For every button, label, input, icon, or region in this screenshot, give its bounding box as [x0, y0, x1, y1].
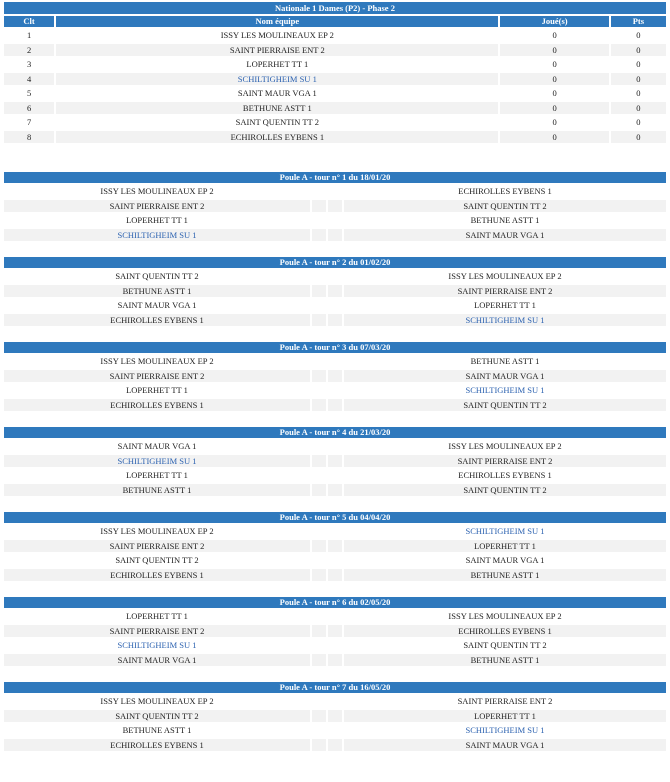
- home-team-cell: SAINT PIERRAISE ENT 2: [4, 200, 310, 213]
- column-header-played[interactable]: Joué(s): [500, 16, 608, 27]
- home-score-cell: [312, 724, 326, 737]
- team-name-cell: SAINT MAUR VGA 1: [237, 88, 317, 98]
- match-row: [4, 399, 666, 412]
- away-team-cell: BETHUNE ASTT 1: [344, 569, 666, 582]
- away-team-cell: LOPERHET TT 1: [344, 540, 666, 553]
- away-team-cell: BETHUNE ASTT 1: [470, 356, 540, 366]
- away-team-cell: SAINT MAUR VGA 1: [344, 370, 666, 383]
- away-score-cell: [328, 525, 342, 538]
- round-title: Poule A - tour n° 6 du 02/05/20: [4, 597, 666, 608]
- away-team-cell[interactable]: SCHILTIGHEIM SU 1: [465, 385, 545, 395]
- played-cell: 0: [552, 59, 557, 69]
- round-table: [2, 595, 668, 668]
- away-team-cell[interactable]: SCHILTIGHEIM SU 1: [344, 314, 666, 327]
- rank-cell: 5: [26, 88, 32, 98]
- away-score-cell: [328, 285, 342, 298]
- round-title: Poule A - tour n° 2 du 01/02/20: [4, 257, 666, 268]
- home-score-cell: [312, 739, 326, 752]
- away-team-cell: ISSY LES MOULINEAUX EP 2: [448, 271, 562, 281]
- home-team-cell: SAINT MAUR VGA 1: [117, 441, 197, 451]
- home-team-cell: LOPERHET TT 1: [126, 611, 188, 621]
- home-team-cell: ECHIROLLES EYBENS 1: [4, 399, 310, 412]
- away-score-cell: [328, 355, 342, 368]
- away-team-cell: ECHIROLLES EYBENS 1: [458, 470, 552, 480]
- away-team-cell: ISSY LES MOULINEAUX EP 2: [448, 611, 562, 621]
- rank-cell: 1: [26, 30, 32, 40]
- home-score-cell: [312, 625, 326, 638]
- points-cell: 0: [611, 131, 666, 144]
- match-row: [4, 610, 666, 623]
- away-score-cell: [328, 554, 342, 567]
- home-team-cell: BETHUNE ASTT 1: [4, 484, 310, 497]
- home-score-cell: [312, 229, 326, 242]
- away-score-cell: [328, 654, 342, 667]
- away-team-cell: ISSY LES MOULINEAUX EP 2: [448, 441, 562, 451]
- team-name-cell: ISSY LES MOULINEAUX EP 2: [220, 30, 334, 40]
- match-row: [4, 710, 666, 723]
- team-name-cell[interactable]: SCHILTIGHEIM SU 1: [56, 73, 498, 86]
- round-title: Poule A - tour n° 4 du 21/03/20: [4, 427, 666, 438]
- home-score-cell: [312, 654, 326, 667]
- home-team-cell: SAINT QUENTIN TT 2: [115, 555, 199, 565]
- home-score-cell: [312, 525, 326, 538]
- points-cell: 0: [636, 59, 641, 69]
- round-table: [2, 425, 668, 498]
- table-row: [4, 131, 666, 144]
- away-score-cell: [328, 229, 342, 242]
- away-team-cell: ECHIROLLES EYBENS 1: [458, 186, 552, 196]
- away-score-cell: [328, 214, 342, 227]
- rounds-container: [0, 145, 670, 753]
- match-row: [4, 455, 666, 468]
- home-score-cell: [312, 639, 326, 652]
- match-row: [4, 229, 666, 242]
- section-gap: [0, 413, 670, 425]
- home-team-cell: LOPERHET TT 1: [126, 215, 188, 225]
- away-score-cell: [328, 299, 342, 312]
- away-score-cell: [328, 484, 342, 497]
- away-score-cell: [328, 314, 342, 327]
- table-row: [4, 102, 666, 115]
- away-score-cell: [328, 384, 342, 397]
- rank-cell: 6: [4, 102, 54, 115]
- match-row: [4, 314, 666, 327]
- home-team-cell[interactable]: SCHILTIGHEIM SU 1: [4, 229, 310, 242]
- played-cell: 0: [500, 131, 608, 144]
- rank-cell: 2: [4, 44, 54, 57]
- played-cell: 0: [500, 73, 608, 86]
- away-team-cell: SAINT QUENTIN TT 2: [344, 399, 666, 412]
- home-score-cell: [312, 610, 326, 623]
- away-score-cell: [328, 270, 342, 283]
- team-name-cell: BETHUNE ASTT 1: [56, 102, 498, 115]
- table-row: [4, 87, 666, 100]
- points-cell: 0: [636, 88, 641, 98]
- away-score-cell: [328, 200, 342, 213]
- away-score-cell: [328, 625, 342, 638]
- played-cell: 0: [500, 44, 608, 57]
- home-score-cell: [312, 455, 326, 468]
- home-score-cell: [312, 710, 326, 723]
- home-score-cell: [312, 384, 326, 397]
- points-cell: 0: [611, 73, 666, 86]
- ranking-table: [2, 0, 668, 145]
- home-score-cell: [312, 214, 326, 227]
- home-score-cell: [312, 355, 326, 368]
- home-team-cell: SAINT QUENTIN TT 2: [4, 710, 310, 723]
- match-row: [4, 739, 666, 752]
- away-team-cell: LOPERHET TT 1: [344, 710, 666, 723]
- match-row: [4, 554, 666, 567]
- away-team-cell: ECHIROLLES EYBENS 1: [344, 625, 666, 638]
- match-row: [4, 270, 666, 283]
- away-team-cell: SAINT MAUR VGA 1: [465, 555, 545, 565]
- home-team-cell[interactable]: SCHILTIGHEIM SU 1: [4, 455, 310, 468]
- played-cell: 0: [500, 102, 608, 115]
- section-gap: [0, 145, 670, 170]
- away-score-cell: [328, 610, 342, 623]
- table-row: [4, 58, 666, 71]
- rank-cell: 7: [26, 117, 32, 127]
- home-score-cell: [312, 554, 326, 567]
- match-row: [4, 200, 666, 213]
- away-team-cell: BETHUNE ASTT 1: [344, 654, 666, 667]
- home-team-cell: ECHIROLLES EYBENS 1: [4, 569, 310, 582]
- round-title: Poule A - tour n° 1 du 18/01/20: [4, 172, 666, 183]
- match-row: [4, 540, 666, 553]
- home-team-cell: ISSY LES MOULINEAUX EP 2: [100, 526, 214, 536]
- home-team-cell: LOPERHET TT 1: [126, 385, 188, 395]
- match-row: [4, 440, 666, 453]
- away-team-cell: SAINT PIERRAISE ENT 2: [344, 285, 666, 298]
- team-name-cell: SAINT QUENTIN TT 2: [235, 117, 319, 127]
- home-score-cell: [312, 469, 326, 482]
- round-title: Poule A - tour n° 3 du 07/03/20: [4, 342, 666, 353]
- match-row: [4, 695, 666, 708]
- away-score-cell: [328, 440, 342, 453]
- away-score-cell: [328, 455, 342, 468]
- rank-cell: 4: [4, 73, 54, 86]
- match-row: [4, 214, 666, 227]
- home-team-cell: ECHIROLLES EYBENS 1: [4, 314, 310, 327]
- column-header-clt[interactable]: Clt: [4, 16, 54, 27]
- points-cell: 0: [636, 117, 641, 127]
- home-score-cell: [312, 695, 326, 708]
- home-team-cell: SAINT PIERRAISE ENT 2: [4, 540, 310, 553]
- match-row: [4, 355, 666, 368]
- column-header-team[interactable]: Nom équipe: [56, 16, 498, 27]
- section-gap: [0, 498, 670, 510]
- away-score-cell: [328, 569, 342, 582]
- home-team-cell: ECHIROLLES EYBENS 1: [4, 739, 310, 752]
- home-score-cell: [312, 569, 326, 582]
- played-cell: 0: [552, 30, 557, 40]
- away-score-cell: [328, 695, 342, 708]
- ranking-title: Nationale 1 Dames (P2) - Phase 2: [4, 2, 666, 14]
- rank-cell: 8: [4, 131, 54, 144]
- team-name-cell: LOPERHET TT 1: [246, 59, 309, 69]
- column-header-pts[interactable]: Pts: [611, 16, 666, 27]
- home-score-cell: [312, 440, 326, 453]
- match-row: [4, 370, 666, 383]
- round-table: [2, 255, 668, 328]
- rank-cell: 3: [26, 59, 32, 69]
- home-score-cell: [312, 270, 326, 283]
- team-name-cell: SAINT PIERRAISE ENT 2: [56, 44, 498, 57]
- away-score-cell: [328, 724, 342, 737]
- round-table: [2, 510, 668, 583]
- away-team-cell[interactable]: SCHILTIGHEIM SU 1: [465, 526, 545, 536]
- home-team-cell: ISSY LES MOULINEAUX EP 2: [100, 186, 214, 196]
- away-score-cell: [328, 469, 342, 482]
- section-gap: [0, 583, 670, 595]
- points-cell: 0: [636, 30, 641, 40]
- match-row: [4, 299, 666, 312]
- round-table: [2, 680, 668, 753]
- home-team-cell: ISSY LES MOULINEAUX EP 2: [100, 696, 214, 706]
- match-row: [4, 469, 666, 482]
- home-team-cell[interactable]: SCHILTIGHEIM SU 1: [117, 640, 197, 650]
- home-team-cell: BETHUNE ASTT 1: [4, 285, 310, 298]
- played-cell: 0: [552, 117, 557, 127]
- away-team-cell[interactable]: SCHILTIGHEIM SU 1: [465, 725, 545, 735]
- away-score-cell: [328, 370, 342, 383]
- away-score-cell: [328, 710, 342, 723]
- away-team-cell: SAINT QUENTIN TT 2: [463, 640, 547, 650]
- home-score-cell: [312, 370, 326, 383]
- round-table: [2, 170, 668, 243]
- match-row: [4, 525, 666, 538]
- away-score-cell: [328, 185, 342, 198]
- home-team-cell: SAINT PIERRAISE ENT 2: [4, 625, 310, 638]
- away-team-cell: SAINT MAUR VGA 1: [344, 229, 666, 242]
- table-row: [4, 29, 666, 42]
- away-team-cell: BETHUNE ASTT 1: [470, 215, 540, 225]
- team-name-cell: ECHIROLLES EYBENS 1: [56, 131, 498, 144]
- away-team-cell: SAINT PIERRAISE ENT 2: [344, 455, 666, 468]
- round-table: [2, 340, 668, 413]
- away-team-cell: SAINT PIERRAISE ENT 2: [457, 696, 553, 706]
- match-row: [4, 285, 666, 298]
- home-score-cell: [312, 540, 326, 553]
- home-score-cell: [312, 299, 326, 312]
- away-team-cell: LOPERHET TT 1: [474, 300, 536, 310]
- away-team-cell: SAINT MAUR VGA 1: [344, 739, 666, 752]
- match-row: [4, 569, 666, 582]
- home-score-cell: [312, 399, 326, 412]
- match-row: [4, 639, 666, 652]
- round-title: Poule A - tour n° 5 du 04/04/20: [4, 512, 666, 523]
- away-score-cell: [328, 739, 342, 752]
- home-team-cell: BETHUNE ASTT 1: [122, 725, 192, 735]
- away-team-cell: SAINT QUENTIN TT 2: [344, 484, 666, 497]
- home-team-cell: SAINT PIERRAISE ENT 2: [4, 370, 310, 383]
- away-score-cell: [328, 540, 342, 553]
- away-score-cell: [328, 639, 342, 652]
- points-cell: 0: [611, 102, 666, 115]
- table-row: [4, 44, 666, 57]
- home-team-cell: SAINT QUENTIN TT 2: [115, 271, 199, 281]
- played-cell: 0: [552, 88, 557, 98]
- section-gap: [0, 668, 670, 680]
- match-row: [4, 654, 666, 667]
- home-score-cell: [312, 314, 326, 327]
- match-row: [4, 185, 666, 198]
- home-score-cell: [312, 484, 326, 497]
- home-score-cell: [312, 200, 326, 213]
- home-team-cell: SAINT MAUR VGA 1: [4, 654, 310, 667]
- match-row: [4, 625, 666, 638]
- match-row: [4, 484, 666, 497]
- away-score-cell: [328, 399, 342, 412]
- round-title: Poule A - tour n° 7 du 16/05/20: [4, 682, 666, 693]
- match-row: [4, 724, 666, 737]
- home-score-cell: [312, 185, 326, 198]
- match-row: [4, 384, 666, 397]
- home-team-cell: SAINT MAUR VGA 1: [117, 300, 197, 310]
- table-row: [4, 73, 666, 86]
- home-score-cell: [312, 285, 326, 298]
- points-cell: 0: [611, 44, 666, 57]
- section-gap: [0, 243, 670, 255]
- away-team-cell: SAINT QUENTIN TT 2: [344, 200, 666, 213]
- section-gap: [0, 328, 670, 340]
- table-row: [4, 116, 666, 129]
- home-team-cell: ISSY LES MOULINEAUX EP 2: [100, 356, 214, 366]
- home-team-cell: LOPERHET TT 1: [126, 470, 188, 480]
